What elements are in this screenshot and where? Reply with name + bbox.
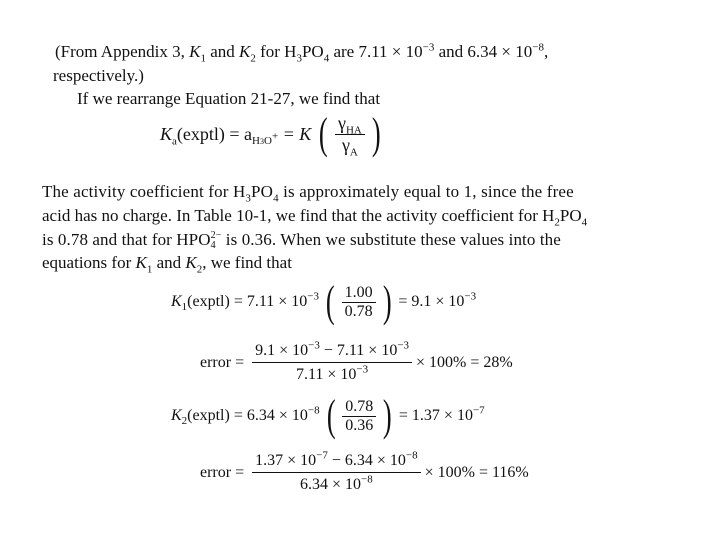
equation-k1-exptl: $K_1(exptl) = 7.11 \times 10^{-3}$ ( $\frac{1.00}{0.78}$ ) = $9.1 \times 10^{-3}$ [171,277,477,326]
para1-line3: If we rearrange Equation 21-27, we find that [77,89,381,108]
para1-line1: (From Appendix 3, $K_1$ and $K_2$ for $H_3PO_4$ are $7.11 \times 10^{-3}$ and $6.34 \times 10^{-8}$, [55,41,549,65]
para2-line2: acid has no charge. In Table 10-1, we find that the activity coefficient for $H_2PO_4$ [42,206,588,229]
para1-line2: respectively.) [53,66,144,85]
equation-error-k1: error = $\frac{9.1 \times 10^{-3} - 7.11 \times 10^{-3}}{7.11 \times 10^{-3}}$ × 100% = 28% [200,339,513,383]
para2-line3: is 0.78 and that for HPO 2− 4 is 0.36. When we substitute these values into the [42,230,561,252]
equation-k2-exptl: $K_2(exptl) = 6.34 \times 10^{-8}$ ( $\frac{0.78}{0.36}$ ) = $1.37 \times 10^{-7}$ [171,391,485,440]
equation-error-k2: error = $\frac{1.37 \times 10^{-7} - 6.34 \times 10^{-8}}{6.34 \times 10^{-8}}$ × 100% = 116% [200,449,529,493]
para2-line4: equations for $K_1$ and $K_2$, we find that [42,253,292,276]
para2-line1: The activity coefficient for $H_3PO_4$ is approximately equal to 1, since the free [42,182,574,205]
equation-ka-exptl: $K_a(exptl) = a_{H3O^+} = K$ ( $\frac{\gamma_{HA}}{\gamma_A}$ ) [160,109,382,159]
